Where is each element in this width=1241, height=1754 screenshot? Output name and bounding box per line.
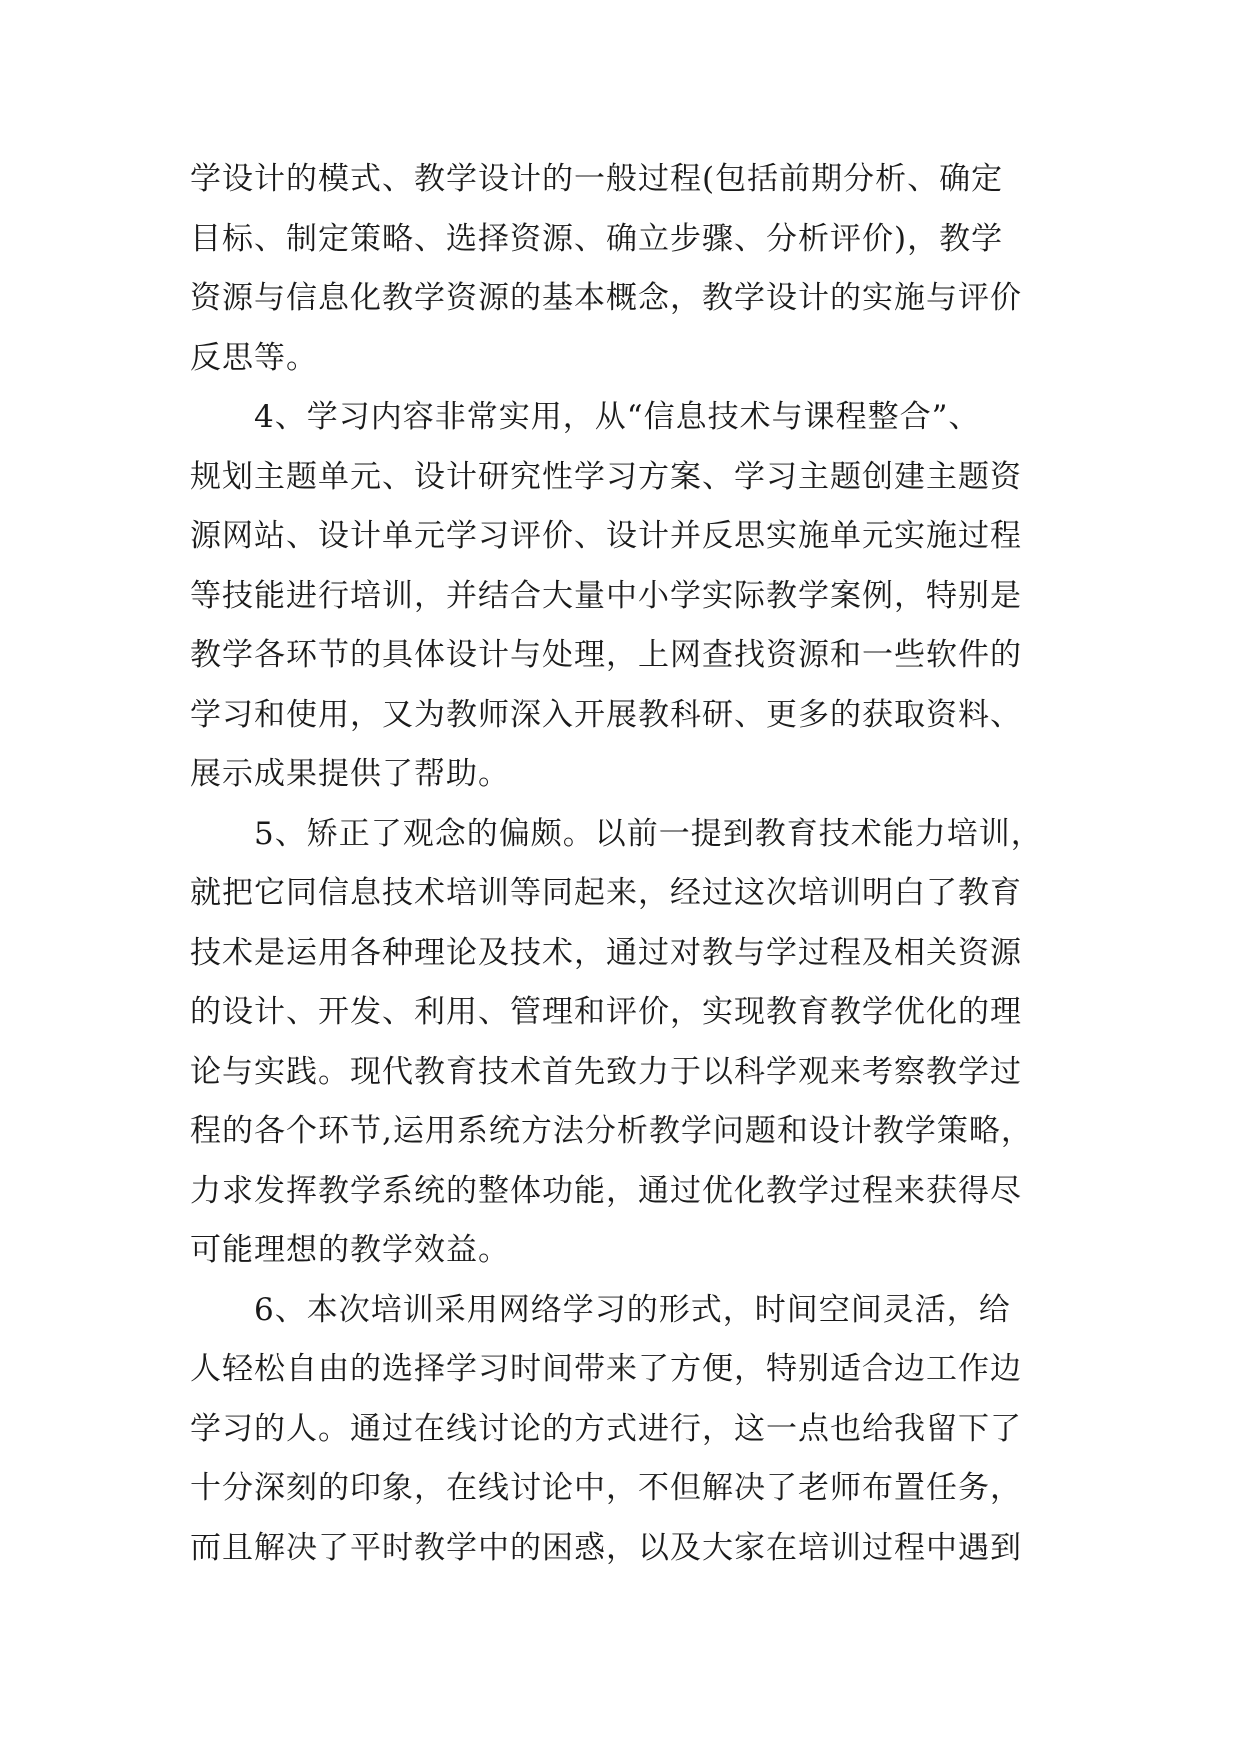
text-line: 可能理想的教学效益。 xyxy=(190,1232,510,1268)
text-line: 5、矫正了观念的偏颇。以前一提到教育技术能力培训， xyxy=(190,815,1043,852)
text-line: 展示成果提供了帮助。 xyxy=(190,756,510,792)
text-line: 程的各个环节,运用系统方法分析教学问题和设计教学策略， xyxy=(190,1113,1033,1149)
text-line: 就把它同信息技术培训等同起来，经过这次培训明白了教育 xyxy=(190,875,1022,911)
text-line: 力求发挥教学系统的整体功能，通过优化教学过程来获得尽 xyxy=(190,1172,1022,1209)
document-body xyxy=(190,150,1050,1578)
text-line: 技术是运用各种理论及技术，通过对教与学过程及相关资源 xyxy=(190,934,1022,971)
text-line: 源网站、设计单元学习评价、设计并反思实施单元实施过程 xyxy=(190,518,1022,554)
text-line: 的设计、开发、利用、管理和评价，实现教育教学优化的理 xyxy=(190,994,1022,1030)
text-line: 等技能进行培训，并结合大量中小学实际教学案例，特别是 xyxy=(190,577,1022,614)
text-line: 教学各环节的具体设计与处理，上网查找资源和一些软件的 xyxy=(190,637,1022,673)
text-line: 资源与信息化教学资源的基本概念，教学设计的实施与评价 xyxy=(190,280,1022,316)
text-line: 规划主题单元、设计研究性学习方案、学习主题创建主题资 xyxy=(190,458,1022,495)
text-line: 目标、制定策略、选择资源、确立步骤、分析评价)，教学 xyxy=(190,220,1004,257)
text-line: 论与实践。现代教育技术首先致力于以科学观来考察教学过 xyxy=(190,1053,1022,1090)
text-line: 学习和使用，又为教师深入开展教科研、更多的获取资料、 xyxy=(190,696,1022,733)
text-line: 十分深刻的印象，在线讨论中，不但解决了老师布置任务， xyxy=(190,1470,1022,1506)
text-line: 4、学习内容非常实用，从“信息技术与课程整合”、 xyxy=(190,399,981,435)
text-line: 人轻松自由的选择学习时间带来了方便，特别适合边工作边 xyxy=(190,1351,1022,1387)
text-line: 学习的人。通过在线讨论的方式进行，这一点也给我留下了 xyxy=(190,1410,1022,1447)
text-line: 学设计的模式、教学设计的一般过程(包括前期分析、确定 xyxy=(190,161,1004,197)
text-line: 反思等。 xyxy=(190,339,318,376)
text-line: 而且解决了平时教学中的困惑，以及大家在培训过程中遇到 xyxy=(190,1529,1022,1566)
text-line: 6、本次培训采用网络学习的形式，时间空间灵活，给 xyxy=(190,1291,1011,1328)
